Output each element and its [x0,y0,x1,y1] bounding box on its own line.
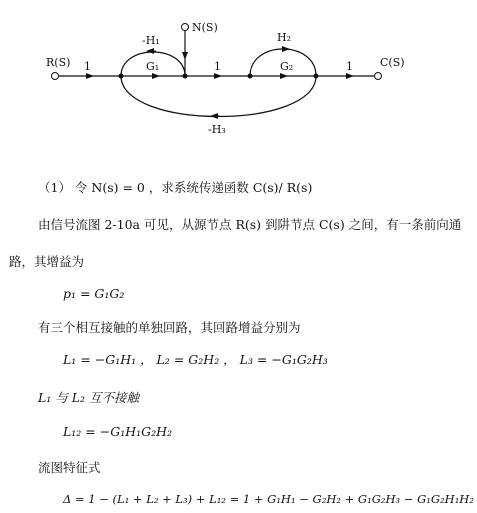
label-h2: H₂ [277,31,292,44]
equation-l12: L₁₂ = −G₁H₁G₂H₂ [63,424,173,439]
node-sink [375,73,382,80]
paragraph-non-touching: L₁ 与 L₂ 互不接触 [38,390,140,405]
node-3 [248,74,253,79]
node-disturbance [182,24,189,31]
paragraph-forward-path: 由信号流图 2-10a 可见，从源节点 R(s) 到阱节点 C(s) 之间，有一条前向通 [38,217,462,232]
equation-loops: L₁ = −G₁H₁ ， L₂ = G₂H₂ ， L₃ = −G₁G₂H₃ [63,352,328,367]
label-h1: -H₁ [142,34,160,47]
label-g2: G₂ [280,60,294,73]
paragraph-forward-path-cont: 路，其增益为 [9,254,85,269]
label-h3: -H₃ [208,123,226,136]
label-sink: C(S) [380,56,405,69]
question-1: （1） 令 N(s) = 0 ，求系统传递函数 C(s)/ R(s) [38,180,313,195]
label-b-mid: 1 [214,60,221,73]
loop-h3 [121,76,316,117]
label-g1: G₁ [146,60,160,73]
signal-flow-graph [0,0,477,150]
equation-p1: p₁ = G₁G₂ [63,286,125,301]
node-source [52,73,59,80]
label-disturbance: N(S) [192,21,218,34]
node-1 [119,74,124,79]
node-4 [314,74,319,79]
label-b-out: 1 [346,60,353,73]
label-source: R(S) [46,56,71,69]
paragraph-characteristic: 流图特征式 [38,460,101,475]
label-b-in: 1 [84,60,91,73]
equation-delta: Δ = 1 − (L₁ + L₂ + L₃) + L₁₂ = 1 + G₁H₁ − G₂H₂ + G₁G₂H₃ − G₁G₂H₁H₂ [63,492,474,506]
paragraph-loops: 有三个相互接触的单独回路，其回路增益分别为 [38,320,301,335]
node-2 [183,74,188,79]
